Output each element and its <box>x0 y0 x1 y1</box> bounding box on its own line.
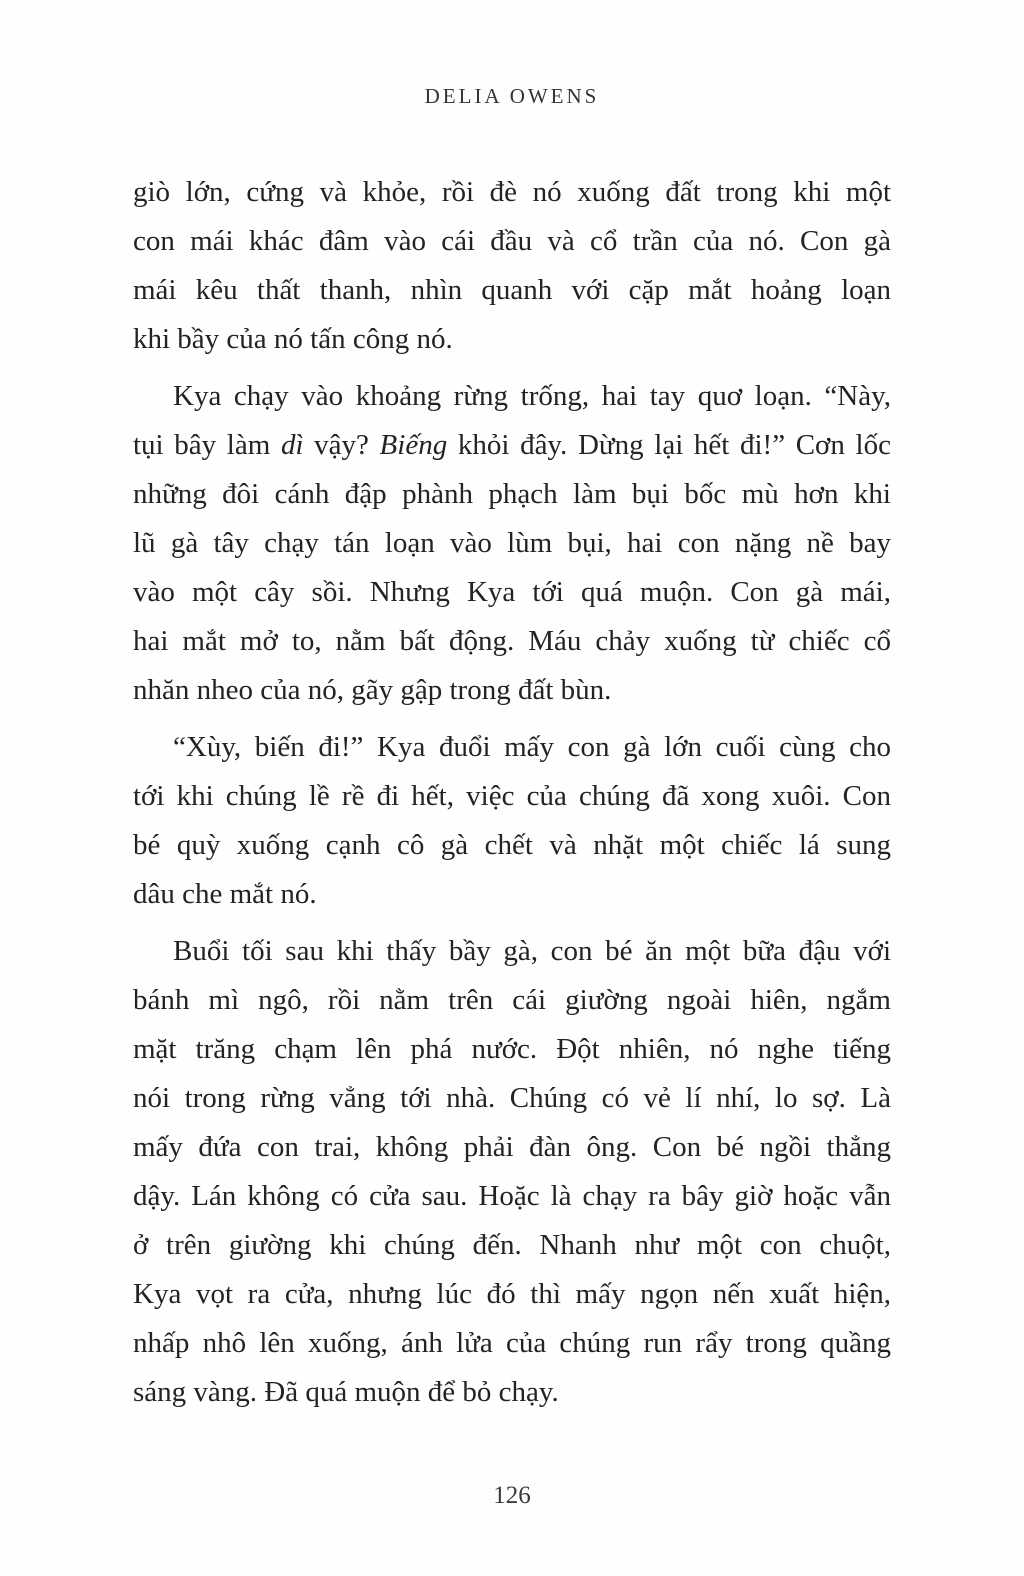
body-text: tụi bây làm <box>133 429 281 461</box>
body-text: mái kêu thất thanh, nhìn quanh với cặp mắt hoảng loạn <box>133 274 891 306</box>
page-number: 126 <box>493 1482 531 1509</box>
text-line <box>133 666 891 715</box>
text-line <box>133 315 891 364</box>
body-text: nói trong rừng vẳng tới nhà. Chúng có vẻ lí nhí, lo sợ. Là <box>133 1082 891 1114</box>
body-text: mấy đứa con trai, không phải đàn ông. Con bé ngồi thẳng <box>133 1131 891 1163</box>
body-text: dâu che mắt nó. <box>133 878 317 910</box>
body-text: lũ gà tây chạy tán loạn vào lùm bụi, hai con nặng nề bay <box>133 527 891 559</box>
running-header: DELIA OWENS <box>424 84 600 108</box>
paragraph <box>133 168 891 364</box>
body-text: khi bầy của nó tấn công nó. <box>133 323 453 355</box>
text-line <box>133 927 891 976</box>
body-text: Buổi tối sau khi thấy bầy gà, con bé ăn một bữa đậu với <box>173 935 891 967</box>
text-line <box>133 723 891 772</box>
body-text: vào một cây sồi. Nhưng Kya tới quá muộn. Con gà mái, <box>133 576 891 608</box>
body-text: Kya chạy vào khoảng rừng trống, hai tay quơ loạn. “Này, <box>173 380 891 412</box>
page-text-block <box>133 168 891 1417</box>
body-text: nhăn nheo của nó, gãy gập trong đất bùn. <box>133 674 612 706</box>
text-line <box>133 168 891 217</box>
body-text: mặt trăng chạm lên phá nước. Đột nhiên, nó nghe tiếng <box>133 1033 891 1065</box>
text-line <box>133 519 891 568</box>
italic-text: dì <box>280 429 304 461</box>
text-line <box>133 1221 891 1270</box>
text-line <box>133 1172 891 1221</box>
text-line <box>133 1319 891 1368</box>
text-line <box>133 976 891 1025</box>
paragraph <box>133 927 891 1417</box>
body-text: bánh mì ngô, rồi nằm trên cái giường ngoài hiên, ngắm <box>133 984 891 1016</box>
body-text: Kya vọt ra cửa, nhưng lúc đó thì mấy ngọn nến xuất hiện, <box>133 1278 891 1310</box>
body-text: tới khi chúng lề rề đi hết, việc của chúng đã xong xuôi. Con <box>133 780 891 812</box>
text-line <box>133 266 891 315</box>
body-text: sáng vàng. Đã quá muộn để bỏ chạy. <box>133 1376 559 1408</box>
body-text: những đôi cánh đập phành phạch làm bụi bốc mù hơn khi <box>133 478 891 510</box>
text-line <box>133 821 891 870</box>
body-text: dậy. Lán không có cửa sau. Hoặc là chạy ra bây giờ hoặc vẫn <box>133 1180 891 1212</box>
text-line <box>133 617 891 666</box>
text-line <box>133 568 891 617</box>
text-line <box>133 421 891 470</box>
text-line <box>133 1025 891 1074</box>
body-text: khỏi đây. Dừng lại hết đi!” Cơn lốc <box>447 429 891 461</box>
text-line <box>133 217 891 266</box>
text-line <box>133 1368 891 1417</box>
body-text: hai mắt mở to, nằm bất động. Máu chảy xuống từ chiếc cổ <box>133 625 891 657</box>
body-text: giò lớn, cứng và khỏe, rồi đè nó xuống đất trong khi một <box>133 176 891 208</box>
text-line <box>133 772 891 821</box>
text-line <box>133 1074 891 1123</box>
body-text: “Xùy, biến đi!” Kya đuổi mấy con gà lớn cuối cùng cho <box>173 731 891 763</box>
text-line <box>133 1270 891 1319</box>
text-line <box>133 1123 891 1172</box>
italic-text: Biếng <box>379 429 448 461</box>
body-text: nhấp nhô lên xuống, ánh lửa của chúng run rẩy trong quầng <box>133 1327 891 1359</box>
body-text: con mái khác đâm vào cái đầu và cổ trần của nó. Con gà <box>133 225 891 257</box>
paragraph <box>133 723 891 919</box>
text-line <box>133 870 891 919</box>
text-line <box>133 372 891 421</box>
body-text: ở trên giường khi chúng đến. Nhanh như một con chuột, <box>133 1229 891 1261</box>
paragraph <box>133 372 891 715</box>
body-text: bé quỳ xuống cạnh cô gà chết và nhặt một chiếc lá sung <box>133 829 891 861</box>
text-line <box>133 470 891 519</box>
body-text: vậy? <box>303 429 380 461</box>
